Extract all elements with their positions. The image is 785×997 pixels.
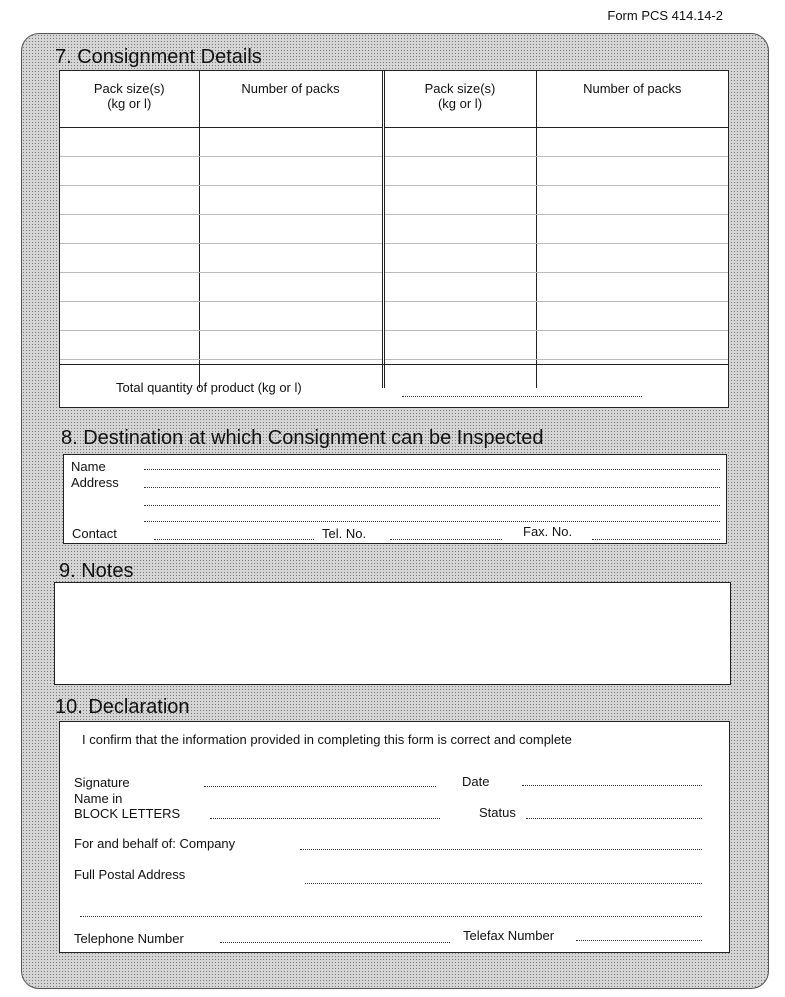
- consignment-row: [60, 302, 728, 331]
- consignment-cell[interactable]: [536, 128, 728, 157]
- destination-name-label: Name: [71, 459, 106, 474]
- tel-label: Tel. No.: [322, 526, 367, 541]
- consignment-cell[interactable]: [60, 157, 199, 186]
- status-field[interactable]: [526, 818, 702, 819]
- consignment-cell[interactable]: [383, 186, 536, 215]
- name-label-line2: BLOCK LETTERS: [74, 806, 181, 821]
- consignment-table: [60, 71, 728, 388]
- consignment-header-row: [60, 71, 728, 128]
- telephone-field[interactable]: [220, 942, 450, 943]
- consignment-cell[interactable]: [383, 331, 536, 360]
- col-number-packs-2: [536, 71, 728, 128]
- telefax-label: Telefax Number: [463, 928, 555, 943]
- consignment-row: [60, 128, 728, 157]
- col-number-packs-1: [199, 71, 383, 128]
- consignment-cell[interactable]: [383, 302, 536, 331]
- column-header-label: Number of packs: [241, 81, 340, 96]
- consignment-cell[interactable]: [536, 215, 728, 244]
- tel-field[interactable]: [390, 539, 502, 540]
- company-label: For and behalf of: Company: [74, 836, 236, 851]
- total-quantity-field[interactable]: [402, 396, 642, 397]
- declaration-statement: I confirm that the information provided in completing this form is correct and complete: [82, 732, 572, 747]
- total-quantity-label: Total quantity of product (kg or l): [116, 380, 302, 395]
- destination-address-field-3[interactable]: [144, 521, 720, 522]
- consignment-cell[interactable]: [60, 302, 199, 331]
- contact-label: Contact: [72, 526, 117, 541]
- col-pack-size-2: [383, 71, 536, 128]
- consignment-cell[interactable]: [199, 273, 383, 302]
- consignment-row: [60, 186, 728, 215]
- consignment-cell[interactable]: [199, 128, 383, 157]
- consignment-cell[interactable]: [383, 128, 536, 157]
- section8-title: 8. Destination at which Consignment can be Inspected: [61, 427, 544, 449]
- consignment-cell[interactable]: [536, 157, 728, 186]
- consignment-row: [60, 215, 728, 244]
- name-label-line1: Name in: [74, 791, 123, 806]
- consignment-cell[interactable]: [199, 186, 383, 215]
- postal-address-label: Full Postal Address: [74, 867, 186, 882]
- consignment-box: [59, 70, 729, 408]
- company-field[interactable]: [300, 849, 702, 850]
- col-pack-size-1: [60, 71, 199, 128]
- consignment-cell[interactable]: [60, 186, 199, 215]
- consignment-row: [60, 331, 728, 360]
- declaration-box: [59, 721, 730, 953]
- consignment-cell[interactable]: [536, 302, 728, 331]
- section10-title: 10. Declaration: [55, 696, 190, 718]
- date-field[interactable]: [522, 785, 702, 786]
- consignment-cell[interactable]: [536, 331, 728, 360]
- consignment-cell[interactable]: [60, 128, 199, 157]
- section7-title: 7. Consignment Details: [55, 46, 262, 68]
- consignment-cell[interactable]: [199, 215, 383, 244]
- destination-address-field-2[interactable]: [144, 505, 720, 506]
- consignment-cell[interactable]: [199, 302, 383, 331]
- fax-field[interactable]: [592, 539, 720, 540]
- consignment-row: [60, 273, 728, 302]
- fax-label: Fax. No.: [523, 524, 573, 539]
- destination-name-field[interactable]: [144, 469, 720, 470]
- consignment-row: [60, 244, 728, 273]
- destination-box: [63, 454, 727, 544]
- column-header-label: Number of packs: [583, 81, 682, 96]
- consignment-cell[interactable]: [536, 186, 728, 215]
- consignment-cell[interactable]: [60, 331, 199, 360]
- consignment-cell[interactable]: [383, 157, 536, 186]
- postal-address-field-1[interactable]: [305, 883, 702, 884]
- signature-field[interactable]: [204, 786, 436, 787]
- column-header-label: Pack size(s) (kg or l): [424, 81, 496, 111]
- consignment-cell[interactable]: [383, 215, 536, 244]
- consignment-cell[interactable]: [536, 244, 728, 273]
- notes-box[interactable]: [54, 582, 731, 685]
- name-field[interactable]: [210, 818, 440, 819]
- postal-address-field-2[interactable]: [80, 916, 702, 917]
- consignment-cell[interactable]: [60, 215, 199, 244]
- consignment-cell[interactable]: [199, 244, 383, 273]
- consignment-cell[interactable]: [383, 273, 536, 302]
- section9-title: 9. Notes: [59, 560, 134, 582]
- column-header-label: Pack size(s) (kg or l): [93, 81, 165, 111]
- date-label: Date: [462, 774, 490, 789]
- destination-address-label: Address: [71, 475, 119, 490]
- consignment-cell[interactable]: [383, 244, 536, 273]
- status-label: Status: [479, 805, 516, 820]
- contact-field[interactable]: [154, 539, 314, 540]
- destination-address-field-1[interactable]: [144, 487, 720, 488]
- form-number: Form PCS 414.14-2: [607, 8, 723, 23]
- consignment-cell[interactable]: [60, 244, 199, 273]
- consignment-cell[interactable]: [199, 157, 383, 186]
- consignment-cell[interactable]: [199, 331, 383, 360]
- consignment-cell[interactable]: [60, 273, 199, 302]
- consignment-row: [60, 157, 728, 186]
- consignment-cell[interactable]: [536, 273, 728, 302]
- signature-label: Signature: [74, 775, 130, 790]
- telephone-label: Telephone Number: [74, 931, 184, 946]
- telefax-field[interactable]: [576, 940, 702, 941]
